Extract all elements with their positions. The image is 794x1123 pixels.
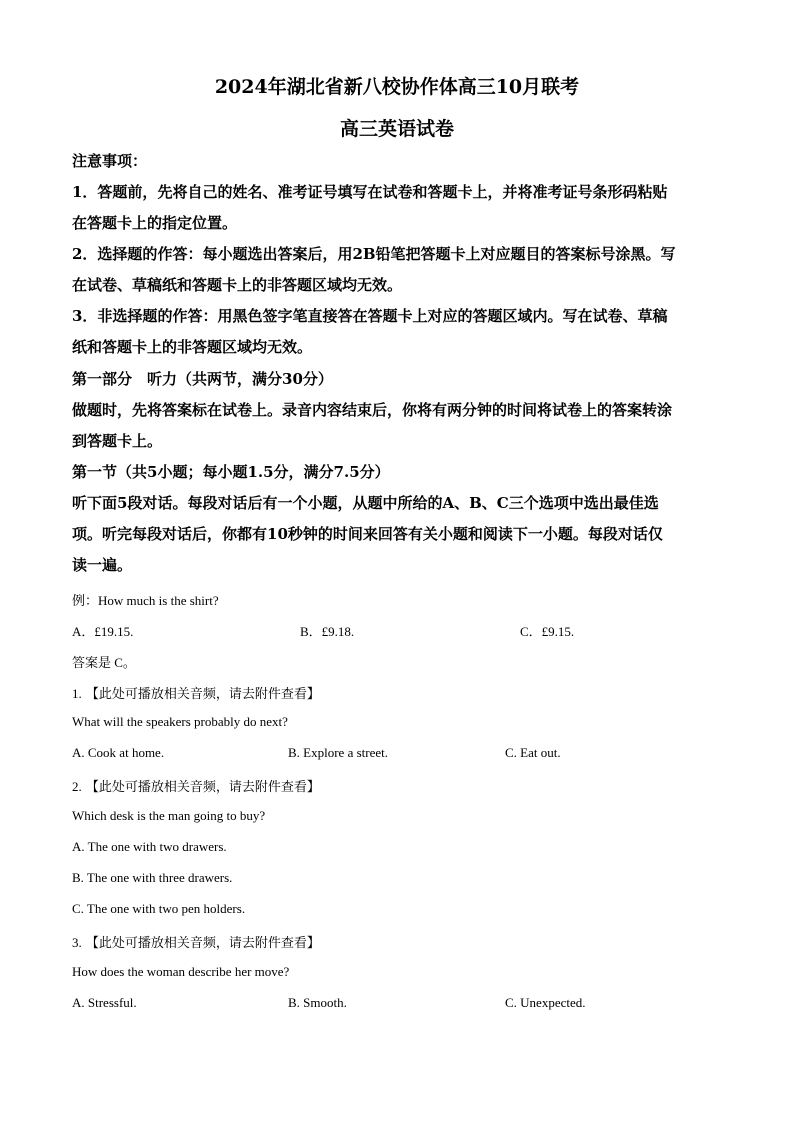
- question-3-header: [72, 932, 320, 951]
- question-3-option-b: B. Smooth.: [288, 995, 347, 1010]
- example-option-a: A．£19.15.: [72, 624, 134, 639]
- section1-instructions-line-1: 听下面5段对话。每段对话后有一个小题，从题中所给的A、B、C三个选项中选出最佳选: [72, 494, 659, 512]
- exam-subtitle: 高三英语试卷: [339, 118, 454, 140]
- question-2-option-c: C. The one with two pen holders.: [72, 901, 246, 916]
- notes-heading: 注意事项：: [72, 152, 148, 170]
- example-option-b: B．£9.18.: [300, 624, 355, 639]
- notes-item-3-line-2: 纸和答题卡上的非答题区域均无效。: [72, 338, 313, 356]
- question-2-option-b: B. The one with three drawers.: [72, 870, 233, 885]
- question-3-audio-tag[interactable]: 【此处可播放相关音频，请去附件查看】: [85, 936, 320, 951]
- question-1-option-a: A. Cook at home.: [72, 745, 165, 760]
- section1-heading: 第一节（共5小题；每小题1.5分，满分7.5分）: [72, 463, 390, 481]
- question-3-text: How does the woman describe her move?: [72, 964, 290, 979]
- section1-instructions-line-2: 项。听完每段对话后，你都有10秒钟的时间来回答有关小题和阅读下一小题。每段对话仅: [72, 525, 663, 543]
- notes-item-2-line-2: 在试卷、草稿纸和答题卡上的非答题区域均无效。: [72, 276, 403, 294]
- question-3-number: 3.: [72, 935, 82, 950]
- notes-item-2-line-1: 2．选择题的作答：每小题选出答案后，用2B铅笔把答题卡上对应题目的答案标号涂黑。写: [72, 245, 676, 263]
- example-option-c: C．£9.15.: [520, 624, 575, 639]
- question-2-option-a: A. The one with two drawers.: [72, 839, 227, 854]
- question-1-option-b: B. Explore a street.: [288, 745, 388, 760]
- question-3-option-a: A. Stressful.: [72, 995, 137, 1010]
- question-1-text: What will the speakers probably do next?: [72, 714, 288, 729]
- part1-intro-line-1: 做题时，先将答案标在试卷上。录音内容结束后，你将有两分钟的时间将试卷上的答案转涂: [72, 401, 673, 419]
- notes-item-1-line-1: 1．答题前，先将自己的姓名、准考证号填写在试卷和答题卡上，并将准考证号条形码粘贴: [72, 183, 668, 201]
- notes-item-3-line-1: 3．非选择题的作答：用黑色签字笔直接答在答题卡上对应的答题区域内。写在试卷、草稿: [72, 307, 668, 325]
- example-question: 例：How much is the shirt?: [72, 593, 219, 608]
- example-answer: 答案是 C。: [72, 655, 136, 670]
- part1-intro-line-2: 到答题卡上。: [72, 432, 163, 450]
- question-2-number: 2.: [72, 779, 82, 794]
- question-2-text: Which desk is the man going to buy?: [72, 808, 266, 823]
- question-3-option-c: C. Unexpected.: [505, 995, 586, 1010]
- question-1-audio-tag[interactable]: 【此处可播放相关音频，请去附件查看】: [85, 687, 320, 702]
- question-2-audio-tag[interactable]: 【此处可播放相关音频，请去附件查看】: [85, 780, 320, 795]
- notes-item-1-line-2: 在答题卡上的指定位置。: [72, 214, 238, 232]
- question-1-header: [72, 683, 320, 702]
- question-1-option-c: C. Eat out.: [505, 745, 561, 760]
- exam-title: 2024年湖北省新八校协作体高三10月联考: [214, 76, 580, 98]
- question-1-number: 1.: [72, 686, 82, 701]
- section1-instructions-line-3: 读一遍。: [72, 556, 133, 574]
- question-2-header: [72, 776, 320, 795]
- part1-heading: 第一部分 听力（共两节，满分30分）: [72, 370, 333, 388]
